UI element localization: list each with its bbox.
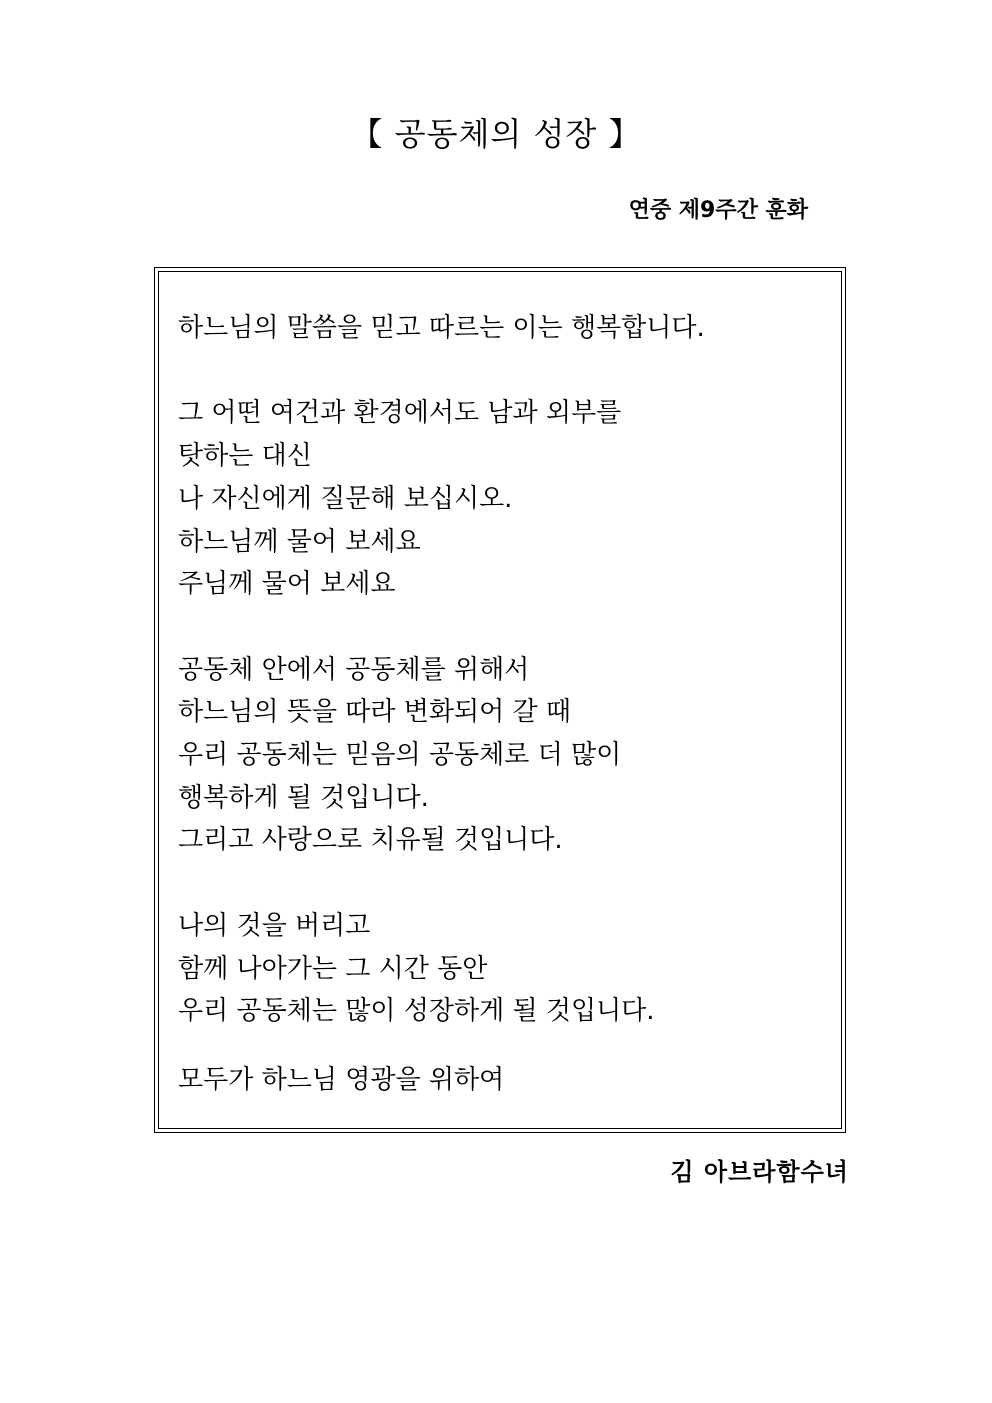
paragraph (178, 649, 841, 863)
text-line: 그리고 사랑으로 치유될 것입니다. (178, 825, 563, 856)
text-line: 하느님께 물어 보세요 (178, 526, 421, 557)
text-line: 하느님의 말씀을 믿고 따르는 이는 행복합니다. (178, 313, 705, 343)
text-line: 행복하게 될 것입니다. (178, 782, 429, 813)
subtitle: 연중 제9주간 훈화 (628, 198, 808, 223)
text-line: 우리 공동체는 믿음의 공동체로 더 많이 (178, 740, 622, 770)
text-line: 모두가 하느님 영광을 위하여 (178, 1064, 505, 1095)
paragraph (178, 307, 841, 350)
text-box-inner (158, 271, 842, 1129)
text-line: 하느님의 뜻을 따라 변화되어 갈 때 (178, 697, 571, 728)
text-line: 그 어떤 여건과 환경에서도 남과 외부를 (178, 398, 622, 429)
paragraph (178, 392, 841, 606)
text-line: 나의 것을 버리고 (178, 910, 371, 941)
page-title: 【 공동체의 성장 】 (350, 115, 642, 153)
paragraph (178, 905, 841, 1033)
author: 김 아브라함수녀 (670, 1158, 849, 1186)
text-line: 탓하는 대신 (178, 441, 312, 472)
text-box (154, 267, 846, 1133)
text-line: 나 자신에게 질문해 보십시오. (178, 483, 513, 514)
text-line: 우리 공동체는 많이 성장하게 될 것입니다. (178, 996, 655, 1027)
text-line: 주님께 물어 보세요 (178, 569, 396, 600)
paragraph (178, 1059, 841, 1102)
text-line: 함께 나아가는 그 시간 동안 (178, 953, 488, 984)
text-line: 공동체 안에서 공동체를 위해서 (178, 654, 530, 685)
